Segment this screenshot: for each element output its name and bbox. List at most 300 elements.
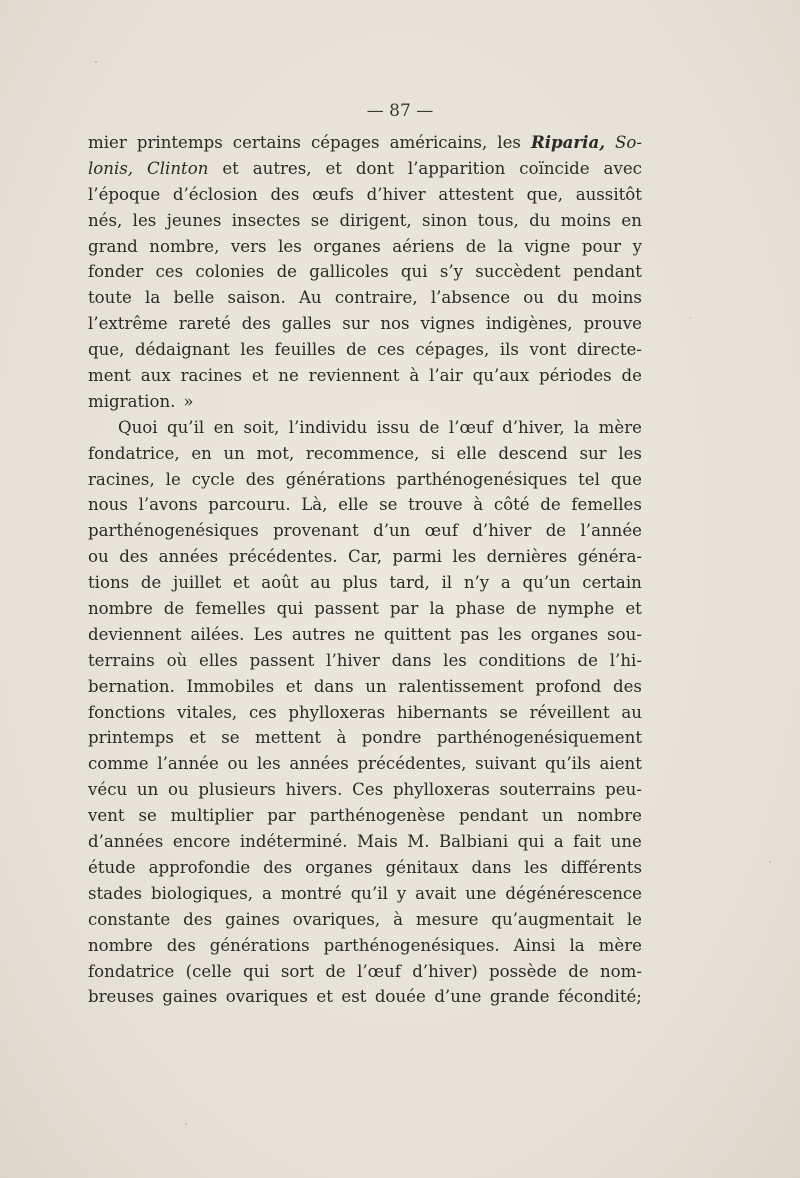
word: des bbox=[166, 935, 196, 955]
word: dédaignant bbox=[134, 340, 230, 360]
word: se bbox=[138, 806, 157, 826]
word: vitales, bbox=[177, 702, 238, 722]
text-line bbox=[88, 130, 642, 156]
word: mier bbox=[88, 133, 127, 152]
word: générations bbox=[209, 935, 310, 955]
word: parcouru. bbox=[208, 495, 291, 515]
word: génitaux bbox=[385, 857, 459, 877]
word: moins bbox=[591, 288, 642, 308]
word: passent bbox=[249, 650, 315, 670]
word: cépages, bbox=[415, 340, 490, 360]
word: nous bbox=[88, 495, 128, 515]
word: n’y bbox=[463, 573, 490, 593]
word: elle bbox=[338, 495, 369, 515]
word: ralentissement bbox=[398, 676, 524, 696]
word: montré bbox=[280, 883, 342, 903]
word: nombre bbox=[577, 806, 642, 826]
word: des bbox=[612, 676, 642, 696]
word: les bbox=[497, 133, 521, 152]
word: descend bbox=[498, 443, 568, 463]
word: suivant bbox=[475, 754, 537, 774]
word: qu’un bbox=[522, 573, 571, 593]
word: passent bbox=[314, 599, 379, 619]
text-line bbox=[88, 544, 642, 570]
word: et bbox=[222, 158, 239, 178]
word: fondatrice bbox=[88, 961, 175, 981]
word: parthénogenésiques bbox=[88, 521, 259, 541]
word: sur bbox=[579, 443, 607, 463]
word: juillet bbox=[173, 573, 222, 593]
word: de bbox=[346, 340, 367, 360]
word: sur bbox=[342, 314, 370, 334]
word: en bbox=[191, 443, 212, 463]
word: les bbox=[240, 340, 265, 360]
word: succèdent bbox=[475, 262, 561, 282]
word: réveillent bbox=[529, 702, 610, 722]
word: fécondité; bbox=[557, 987, 642, 1007]
word: à bbox=[409, 366, 420, 386]
word: nos bbox=[380, 314, 410, 334]
word: l’hi- bbox=[609, 650, 642, 670]
text-line bbox=[88, 441, 642, 467]
word: toute bbox=[88, 288, 132, 308]
word: le bbox=[626, 909, 642, 929]
text-line bbox=[88, 777, 642, 803]
word: grande bbox=[489, 987, 550, 1007]
word: So- bbox=[615, 133, 642, 152]
word: ils bbox=[499, 340, 519, 360]
word: l’apparition bbox=[407, 158, 506, 178]
word: multiplier bbox=[170, 806, 254, 826]
word: reviennent bbox=[308, 366, 400, 386]
word: aient bbox=[599, 754, 642, 774]
word: si bbox=[430, 443, 445, 463]
text-line bbox=[88, 829, 642, 855]
word: d’un bbox=[373, 521, 411, 541]
word: ou bbox=[168, 780, 189, 800]
word: que bbox=[610, 469, 642, 489]
word: la bbox=[569, 935, 585, 955]
word: ou bbox=[523, 288, 544, 308]
word: cycle bbox=[191, 469, 235, 489]
word: par bbox=[389, 599, 419, 619]
word: Quoi bbox=[118, 417, 158, 437]
text-line bbox=[88, 492, 642, 518]
word: pendant bbox=[572, 262, 642, 282]
word: femelles bbox=[195, 599, 266, 619]
word: de bbox=[465, 236, 487, 256]
word: autres bbox=[291, 624, 346, 644]
word: autres, bbox=[252, 158, 312, 178]
paragraph bbox=[88, 415, 642, 1010]
word: et bbox=[285, 676, 303, 696]
word: une bbox=[610, 832, 642, 852]
word: encore bbox=[172, 832, 231, 852]
word: » bbox=[183, 391, 194, 411]
word: Car, bbox=[348, 547, 382, 567]
word: s’y bbox=[439, 262, 463, 282]
word: et bbox=[625, 599, 642, 619]
word: vignes bbox=[420, 314, 475, 334]
word: ovariques, bbox=[292, 909, 381, 929]
text-line bbox=[88, 467, 642, 493]
word: bernation. bbox=[88, 676, 175, 696]
word: au bbox=[310, 573, 331, 593]
word: à bbox=[393, 909, 404, 929]
word: mot, bbox=[256, 443, 295, 463]
word: nés, bbox=[88, 210, 123, 230]
word: Ces bbox=[352, 780, 384, 800]
word: soit, bbox=[243, 417, 280, 437]
word: dans bbox=[471, 857, 512, 877]
word: et bbox=[233, 573, 250, 593]
word: en bbox=[621, 210, 642, 230]
word: Ainsi bbox=[513, 935, 556, 955]
word: différents bbox=[560, 857, 642, 877]
paragraph bbox=[88, 130, 642, 415]
word: elles bbox=[199, 650, 238, 670]
word: étude bbox=[88, 857, 136, 877]
word: parthénogenésiques. bbox=[323, 935, 500, 955]
word: organes bbox=[530, 624, 599, 644]
word: qu’il bbox=[167, 417, 205, 437]
word: organes bbox=[305, 857, 373, 877]
word: Balbiani bbox=[438, 832, 509, 852]
word: les bbox=[618, 443, 642, 463]
word: des bbox=[241, 314, 271, 334]
word: œufs bbox=[312, 184, 354, 204]
page-number: — 87 — bbox=[366, 101, 434, 121]
word: ne bbox=[278, 366, 299, 386]
word: les bbox=[452, 547, 477, 567]
word: à bbox=[336, 728, 347, 748]
word: comme bbox=[88, 754, 149, 774]
word: phylloxeras bbox=[392, 780, 490, 800]
word: mesure bbox=[415, 909, 479, 929]
word: la bbox=[145, 288, 161, 308]
word: rareté bbox=[178, 314, 231, 334]
word: années bbox=[289, 754, 349, 774]
text-line bbox=[88, 234, 642, 260]
word: breuses bbox=[88, 987, 154, 1007]
word: côté bbox=[493, 495, 530, 515]
word: et bbox=[316, 987, 333, 1007]
word: jeunes bbox=[166, 210, 222, 230]
word: de bbox=[621, 366, 642, 386]
word: nombre bbox=[88, 935, 153, 955]
word: parmi bbox=[392, 547, 442, 567]
text-line bbox=[88, 337, 642, 363]
word: des bbox=[119, 547, 149, 567]
word: que, bbox=[88, 340, 125, 360]
word: grand bbox=[88, 236, 138, 256]
word: l’hiver bbox=[326, 650, 380, 670]
word: ces bbox=[248, 702, 277, 722]
word: les bbox=[278, 236, 302, 256]
text-line bbox=[88, 725, 642, 751]
word: a bbox=[553, 832, 564, 852]
word: d’hiver bbox=[366, 184, 426, 204]
word: terrains bbox=[88, 650, 155, 670]
word: printemps bbox=[88, 728, 174, 748]
word: les bbox=[256, 754, 281, 774]
word: l’individu bbox=[288, 417, 368, 437]
text-line bbox=[88, 518, 642, 544]
word: tions bbox=[88, 573, 130, 593]
word: d’hiver, bbox=[502, 417, 565, 437]
word: sinon bbox=[422, 210, 468, 230]
text-line bbox=[88, 182, 642, 208]
word: gaines bbox=[162, 987, 218, 1007]
text-line bbox=[88, 648, 642, 674]
word: les bbox=[524, 857, 548, 877]
word: un bbox=[541, 806, 564, 826]
word: y bbox=[396, 883, 407, 903]
word: hibernants bbox=[396, 702, 488, 722]
word: à bbox=[473, 495, 484, 515]
word: américains, bbox=[389, 133, 488, 152]
word: des bbox=[263, 857, 293, 877]
word: fonctions bbox=[88, 702, 166, 722]
word: sou- bbox=[607, 624, 642, 644]
word: aux bbox=[140, 366, 171, 386]
word: dernières bbox=[486, 547, 568, 567]
word: (celle bbox=[185, 961, 232, 981]
word: parthénogenésiquement bbox=[436, 728, 642, 748]
word: dans bbox=[391, 650, 432, 670]
word: se bbox=[499, 702, 518, 722]
word: des bbox=[183, 909, 213, 929]
text-line bbox=[88, 674, 642, 700]
word: sort bbox=[280, 961, 315, 981]
word: l’œuf bbox=[448, 417, 493, 437]
word: ne bbox=[354, 624, 375, 644]
word: se bbox=[379, 495, 398, 515]
word: d’hiver) bbox=[412, 961, 478, 981]
text-line bbox=[88, 415, 642, 441]
text-line bbox=[88, 570, 642, 596]
word: souterrains bbox=[499, 780, 596, 800]
word: et bbox=[325, 158, 342, 178]
word: généra- bbox=[577, 547, 642, 567]
word: Immobiles bbox=[186, 676, 275, 696]
text-line bbox=[88, 984, 642, 1010]
word: a bbox=[262, 883, 272, 903]
word: gaines bbox=[225, 909, 280, 929]
word: qui bbox=[242, 961, 270, 981]
word: qui bbox=[517, 832, 545, 852]
word: qu’ils bbox=[545, 754, 591, 774]
word: Clinton bbox=[147, 158, 209, 178]
word: l’extrême bbox=[88, 314, 168, 334]
word: vent bbox=[88, 806, 125, 826]
word: deviennent bbox=[88, 624, 182, 644]
word: belle bbox=[173, 288, 215, 308]
word: phase bbox=[455, 599, 506, 619]
word: vigne bbox=[524, 236, 571, 256]
word: une bbox=[465, 883, 497, 903]
word: l’avons bbox=[138, 495, 198, 515]
word: racines bbox=[180, 366, 243, 386]
word: femelles bbox=[571, 495, 642, 515]
word: de bbox=[516, 599, 537, 619]
text-line bbox=[88, 855, 642, 881]
word: les bbox=[132, 210, 157, 230]
word: les bbox=[443, 650, 467, 670]
word: précédentes, bbox=[357, 754, 467, 774]
word: Là, bbox=[301, 495, 328, 515]
word: pondre bbox=[361, 728, 422, 748]
word: gallicoles bbox=[309, 262, 389, 282]
word: attestent bbox=[438, 184, 514, 204]
word: ovariques bbox=[225, 987, 308, 1007]
text-line bbox=[88, 933, 642, 959]
word: possède bbox=[488, 961, 557, 981]
word: nombre bbox=[88, 599, 153, 619]
text-line bbox=[88, 389, 642, 415]
word: précédentes. bbox=[228, 547, 338, 567]
word: indéterminé. bbox=[239, 832, 348, 852]
word: l’année bbox=[157, 754, 219, 774]
word: qui bbox=[276, 599, 304, 619]
word: Mais bbox=[357, 832, 398, 852]
word: Les bbox=[253, 624, 283, 644]
body-text bbox=[88, 130, 642, 1010]
word: de bbox=[325, 961, 346, 981]
word: trouve bbox=[408, 495, 463, 515]
word: générations bbox=[285, 469, 386, 489]
word: l’air bbox=[429, 366, 463, 386]
word: août bbox=[261, 573, 299, 593]
word: de bbox=[140, 573, 162, 593]
word: pas bbox=[460, 624, 490, 644]
word: des bbox=[245, 469, 275, 489]
word: certain bbox=[582, 573, 642, 593]
word: de bbox=[163, 599, 185, 619]
text-line bbox=[88, 622, 642, 648]
word: de bbox=[568, 961, 589, 981]
word: printemps bbox=[136, 133, 223, 152]
word: y bbox=[632, 236, 642, 256]
word: ces bbox=[377, 340, 405, 360]
word: fondatrice, bbox=[88, 443, 180, 463]
word: lonis, bbox=[88, 158, 134, 178]
word: dont bbox=[355, 158, 394, 178]
word: au bbox=[621, 702, 642, 722]
word: Riparia, bbox=[530, 132, 605, 152]
word: elle bbox=[456, 443, 487, 463]
word: plus bbox=[342, 573, 378, 593]
word: ces bbox=[155, 262, 184, 282]
text-line bbox=[88, 259, 642, 285]
word: qu’aux bbox=[472, 366, 530, 386]
word: phylloxeras bbox=[288, 702, 386, 722]
word: certains bbox=[232, 133, 301, 152]
word: recommence, bbox=[305, 443, 420, 463]
text-line bbox=[88, 700, 642, 726]
word: dirigent, bbox=[339, 210, 412, 230]
word: fait bbox=[573, 832, 602, 852]
text-line bbox=[88, 881, 642, 907]
word: l’époque bbox=[88, 184, 161, 204]
word: ou bbox=[88, 547, 109, 567]
word: l’absence bbox=[430, 288, 511, 308]
word: racines, bbox=[88, 469, 155, 489]
text-line bbox=[88, 363, 642, 389]
word: parthénogenèse bbox=[309, 806, 446, 826]
word: contraire, bbox=[334, 288, 418, 308]
word: le bbox=[165, 469, 181, 489]
word: périodes bbox=[539, 366, 612, 386]
text-line bbox=[88, 751, 642, 777]
word: dégénérescence bbox=[505, 883, 642, 903]
word: M. bbox=[407, 832, 430, 852]
word: un bbox=[136, 780, 159, 800]
word: feuilles bbox=[274, 340, 336, 360]
word: en bbox=[213, 417, 235, 437]
word: de bbox=[540, 495, 561, 515]
word: stades bbox=[88, 883, 143, 903]
word: ailées. bbox=[190, 624, 245, 644]
word: provenant bbox=[273, 521, 359, 541]
word: par bbox=[267, 806, 296, 826]
word: issu bbox=[376, 417, 410, 437]
word: ou bbox=[227, 754, 249, 774]
word: mère bbox=[598, 935, 642, 955]
word: de bbox=[545, 521, 567, 541]
word: la bbox=[574, 417, 590, 437]
word: de bbox=[577, 650, 598, 670]
word: ment bbox=[88, 366, 131, 386]
word: vers bbox=[230, 236, 267, 256]
word: la bbox=[429, 599, 445, 619]
word: saison. bbox=[227, 288, 286, 308]
word: pour bbox=[581, 236, 622, 256]
word: d’années bbox=[88, 832, 164, 852]
word: et bbox=[251, 366, 269, 386]
word: prouve bbox=[583, 314, 642, 334]
word: coïncide bbox=[519, 158, 590, 178]
word: vécu bbox=[88, 780, 128, 800]
word: des bbox=[270, 184, 300, 204]
word: plusieurs bbox=[198, 780, 276, 800]
word: biologiques, bbox=[151, 883, 254, 903]
word: colonies bbox=[195, 262, 265, 282]
word: est bbox=[341, 987, 367, 1007]
word: l’œuf bbox=[357, 961, 401, 981]
word: où bbox=[166, 650, 188, 670]
word: œuf bbox=[424, 521, 458, 541]
word: d’hiver bbox=[472, 521, 532, 541]
word: Au bbox=[298, 288, 322, 308]
word: un bbox=[223, 443, 245, 463]
word: cépages bbox=[310, 133, 380, 152]
text-line bbox=[88, 959, 642, 985]
word: tous, bbox=[477, 210, 519, 230]
word: qui bbox=[400, 262, 428, 282]
word: mère bbox=[598, 417, 642, 437]
word: l’année bbox=[580, 521, 642, 541]
word: directe- bbox=[576, 340, 642, 360]
word: pendant bbox=[459, 806, 529, 826]
word: a bbox=[500, 573, 511, 593]
word: et bbox=[189, 728, 206, 748]
word: aériens bbox=[392, 236, 455, 256]
word: un bbox=[365, 676, 387, 696]
word: peu- bbox=[605, 780, 642, 800]
word: insectes bbox=[231, 210, 301, 230]
word: que, bbox=[526, 184, 563, 204]
